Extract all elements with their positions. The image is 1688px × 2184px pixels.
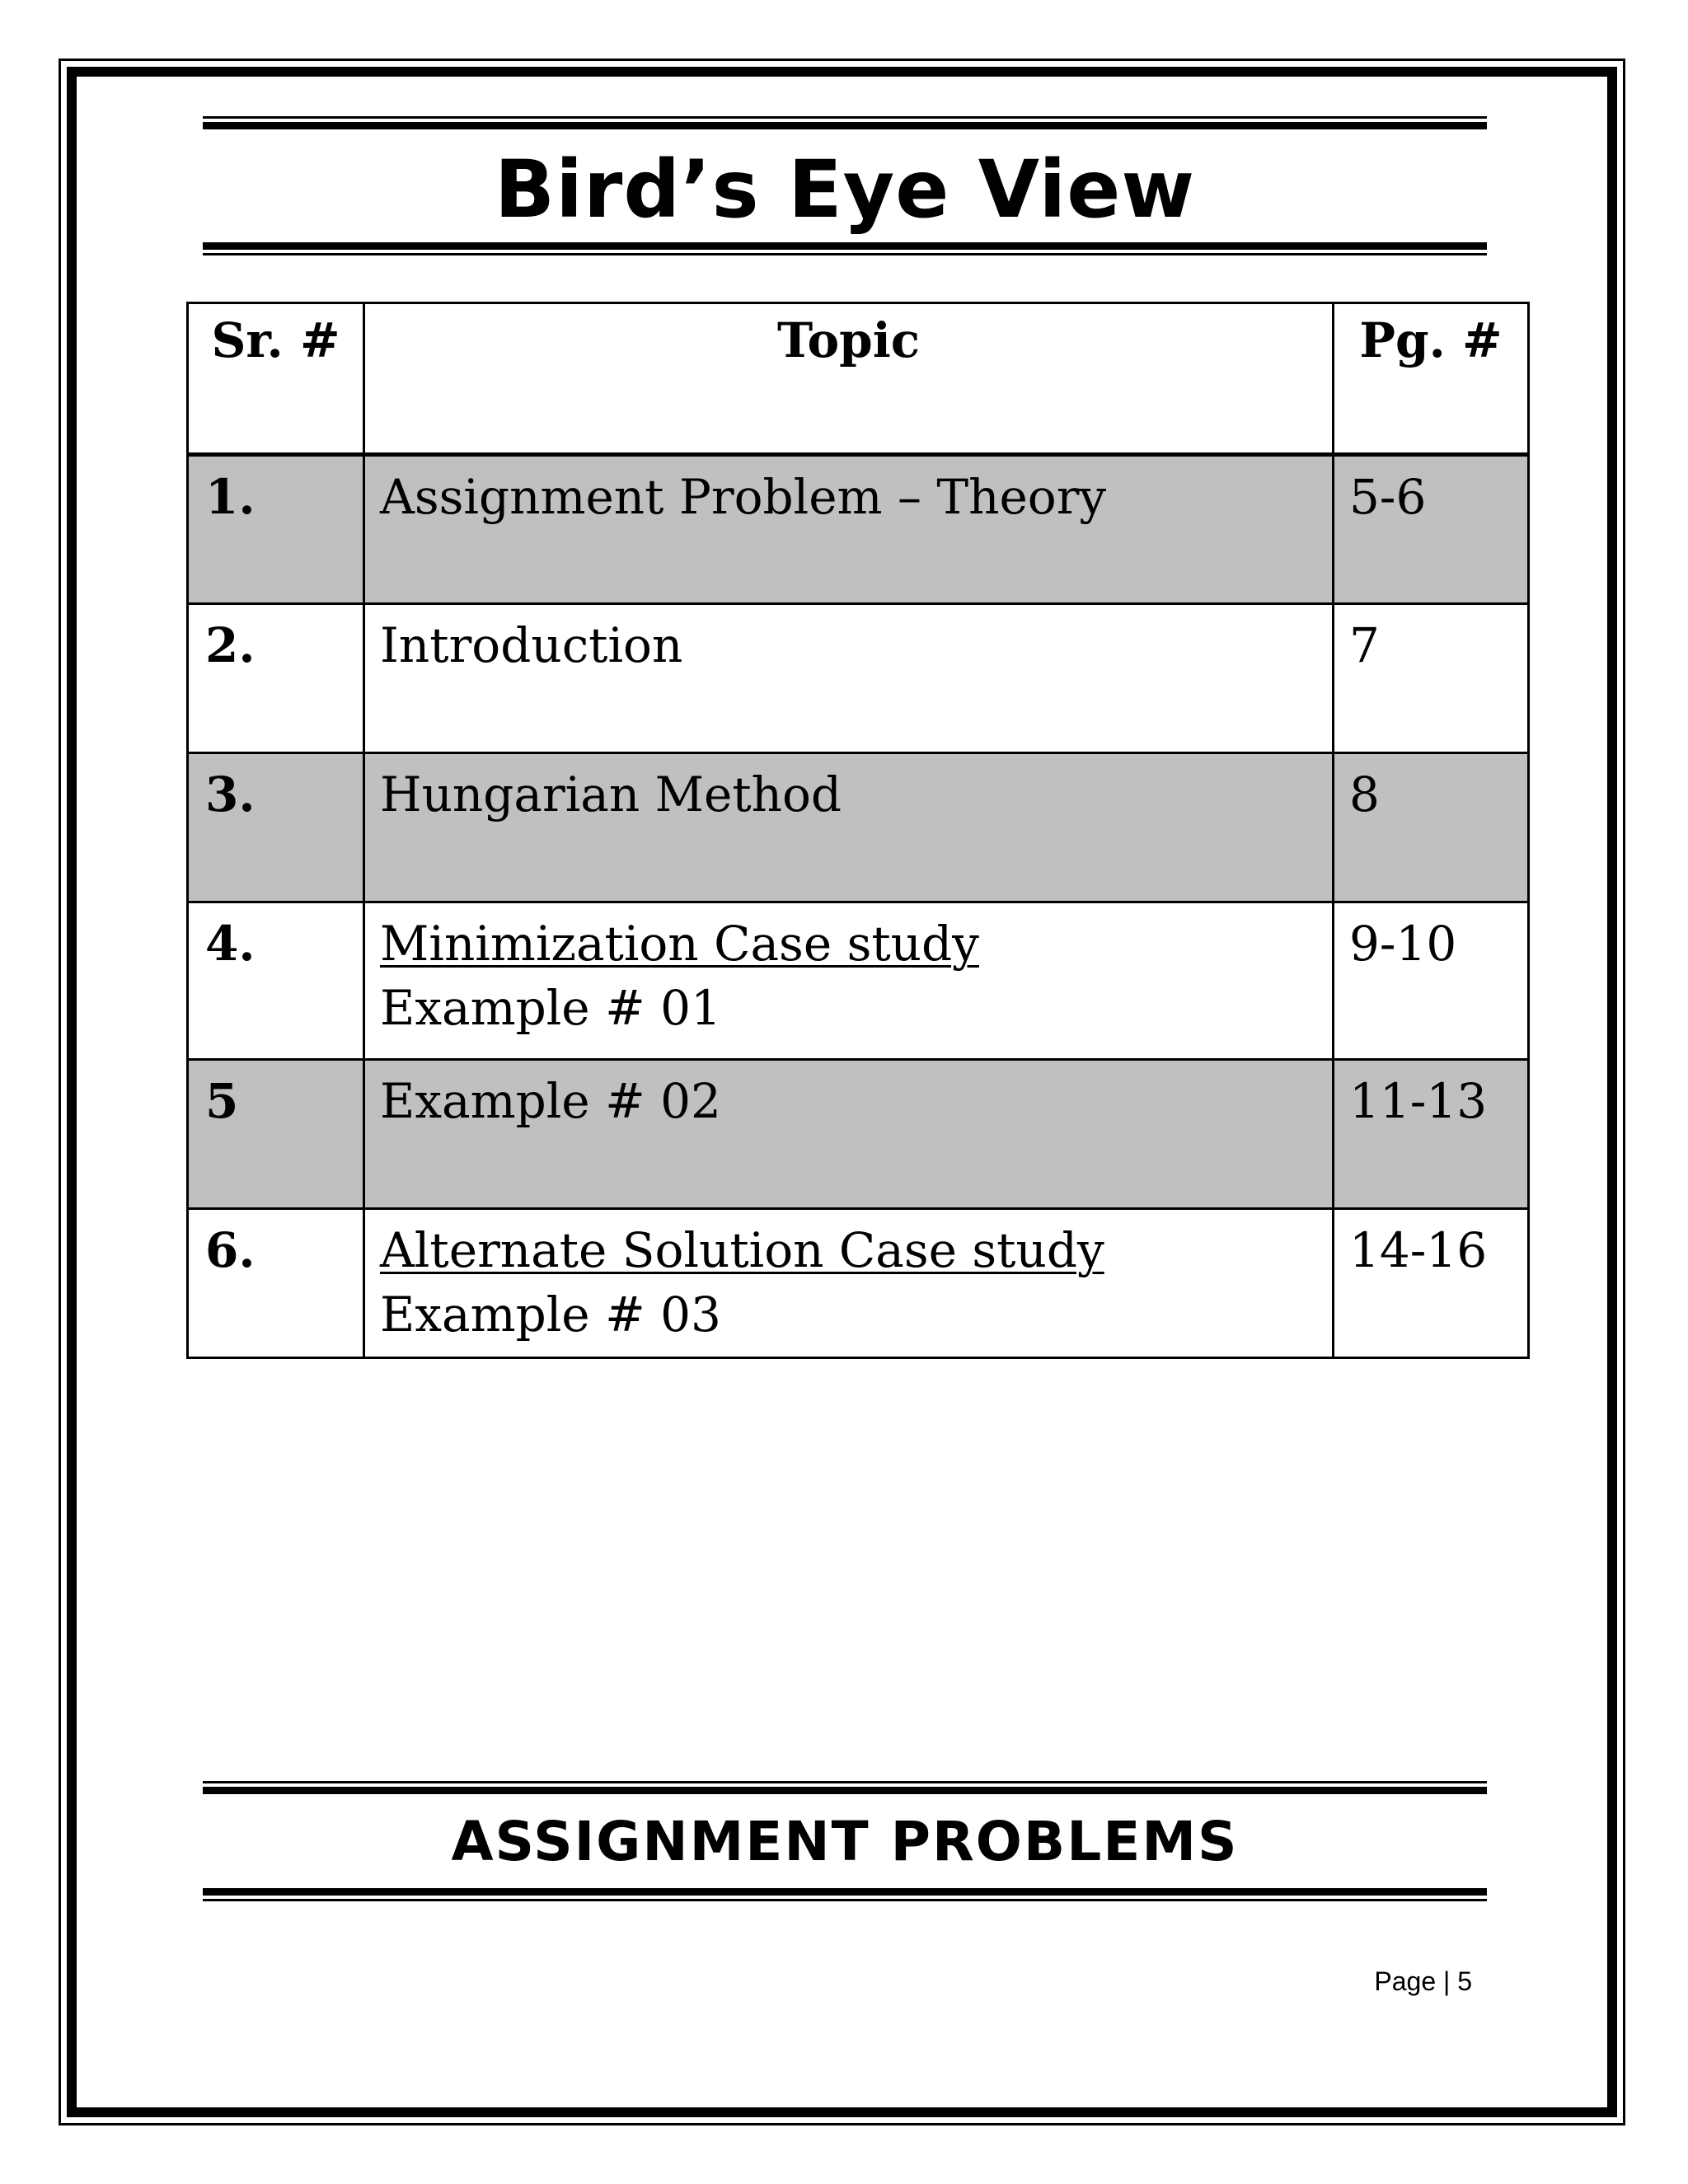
header-sr: Sr. #	[188, 303, 364, 455]
row-topic	[364, 604, 1334, 753]
table-row	[188, 1060, 1529, 1209]
page-number: Page | 5	[1374, 1966, 1472, 1996]
row-topic	[364, 455, 1334, 604]
header-pages: Pg. #	[1334, 303, 1529, 455]
row-topic	[364, 1209, 1334, 1358]
header-topic: Topic	[364, 303, 1334, 455]
row-pages: 14-16	[1334, 1209, 1529, 1358]
footer-rule-bottom-thin	[203, 1899, 1487, 1901]
row-pages: 11-13	[1334, 1060, 1529, 1209]
topic-title: Minimization Case study	[380, 916, 979, 972]
table-row	[188, 902, 1529, 1060]
row-topic	[364, 753, 1334, 902]
row-pages: 5-6	[1334, 455, 1529, 604]
table-row	[188, 1209, 1529, 1358]
topic-title: Introduction	[380, 617, 683, 673]
row-topic	[364, 1060, 1334, 1209]
title-rule-top-thick	[203, 122, 1487, 129]
topic-subtitle: Example # 01	[380, 980, 721, 1036]
page-title: Bird’s Eye View	[494, 143, 1196, 236]
row-sr: 4.	[188, 902, 364, 1060]
topic-title: Assignment Problem – Theory	[380, 469, 1107, 525]
row-sr: 6.	[188, 1209, 364, 1358]
table-row	[188, 604, 1529, 753]
contents-table	[186, 302, 1530, 1359]
row-sr: 2.	[188, 604, 364, 753]
row-topic	[364, 902, 1334, 1060]
row-sr: 3.	[188, 753, 364, 902]
topic-title: Alternate Solution Case study	[380, 1222, 1104, 1278]
table-row	[188, 455, 1529, 604]
table-row	[188, 753, 1529, 902]
footer-title: ASSIGNMENT PROBLEMS	[451, 1810, 1239, 1873]
footer-rule-bottom-thick	[203, 1888, 1487, 1896]
footer-rule-top-thin	[203, 1781, 1487, 1783]
row-sr: 5	[188, 1060, 364, 1209]
title-rule-bottom-thin	[203, 253, 1487, 255]
row-sr: 1.	[188, 455, 364, 604]
topic-subtitle: Example # 03	[380, 1286, 721, 1343]
topic-title: Hungarian Method	[380, 766, 842, 823]
row-pages: 8	[1334, 753, 1529, 902]
title-rule-top-thin	[203, 116, 1487, 119]
row-pages: 7	[1334, 604, 1529, 753]
title-rule-bottom-thick	[203, 242, 1487, 250]
row-pages: 9-10	[1334, 902, 1529, 1060]
footer-rule-top-thick	[203, 1787, 1487, 1794]
table-header-row	[188, 303, 1529, 455]
topic-title: Example # 02	[380, 1073, 721, 1129]
